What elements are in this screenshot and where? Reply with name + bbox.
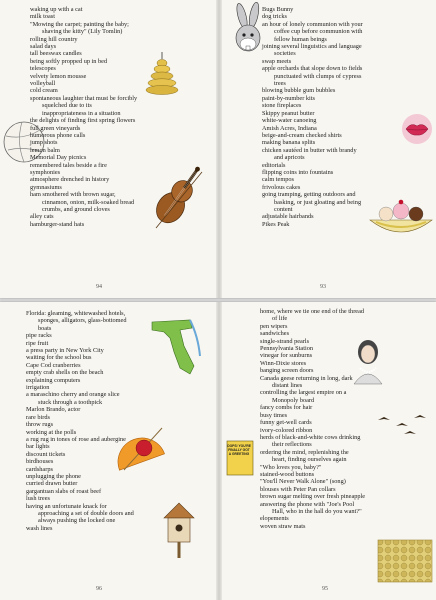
text-line: and apricots (274, 154, 305, 162)
text-line: vinegar for sunburns (260, 352, 313, 360)
text-line: herds of black-and-white cows drinking (260, 433, 361, 441)
text-line: chicken sautéed in butter with brandy (262, 146, 357, 154)
page-93 (224, 0, 436, 298)
text-line: Bugs Bunny (262, 6, 294, 13)
text-line: white-water canoeing (262, 117, 317, 125)
text-line: symphonies (30, 168, 61, 176)
canada-geese-illustration (374, 412, 434, 438)
text-line: humorous phone calls (30, 131, 86, 139)
text-line: their reflections (272, 441, 312, 449)
text-line: boats (38, 324, 52, 332)
card-text: OOPS! YOU'RE FINALLY GOT A GREETING (227, 444, 251, 456)
text-line: velvety lemon mousse (30, 72, 87, 80)
bottom-spread (0, 302, 436, 600)
text-line: joining several linguistics and language (262, 43, 362, 51)
text-line: controlling the largest empire on a (260, 389, 347, 397)
text-line: pen wipers (260, 322, 288, 330)
birdhouse-illustration (162, 500, 196, 560)
text-line: Marlon Brando, actor (26, 406, 81, 414)
text-line: home, where we tie one end of the thread (260, 308, 365, 315)
text-line: Amish Acres, Indiana (262, 124, 317, 132)
page-94-text (30, 6, 137, 228)
text-line: trees (274, 80, 286, 88)
text-line: milk toast (30, 13, 56, 21)
text-line: tall beeswax candles (30, 50, 82, 58)
text-line: funny get-well cards (260, 419, 312, 427)
text-line: jump shots (30, 139, 58, 147)
text-line: gargantuan slabs of roast beef (26, 487, 102, 495)
text-line: distant lines (272, 382, 303, 390)
text-line: rolling hill country (30, 35, 78, 43)
text-line: "Who loves you, baby?" (260, 463, 322, 471)
page-95-text (260, 308, 365, 530)
florida-map-illustration (150, 316, 202, 378)
text-line: stuck through a toothpick (38, 398, 103, 406)
text-line: going tramping, getting outdoors and (262, 191, 356, 199)
text-line: coffee cup before communion with (274, 28, 363, 36)
text-line: fellow human beings (274, 35, 327, 43)
text-line: lemon balm (30, 146, 60, 154)
text-line: being softly propped up in bed (30, 57, 108, 65)
text-line: adjustable hairbands (262, 213, 314, 221)
text-line: sponges, alligators, glass-bottomed (38, 317, 127, 325)
text-line: ripe fruit (26, 339, 49, 347)
text-line: shaving the kitty" (Lily Tomlin) (42, 28, 123, 36)
text-line: Pennsylvania Station (260, 345, 313, 353)
text-line: inappropriateness in a situation (42, 109, 121, 117)
text-line: blowing bubble gum bubbles (262, 87, 336, 95)
text-line: frivolous cakes (262, 183, 301, 191)
text-line: working at the polls (26, 428, 77, 436)
text-line: remembered tales beside a fire (30, 161, 107, 169)
page-number: 95 (322, 586, 328, 592)
text-line: fancy combs for hair (260, 404, 313, 412)
gutter (216, 302, 222, 600)
text-line: apple orchards that slope down to fields (262, 65, 363, 73)
text-line: single-strand pearls (260, 337, 310, 345)
text-line: a rug rug in tones of rose and aubergine (26, 435, 126, 443)
text-line: punctuated with clumps of cypress (274, 72, 362, 80)
text-line: full green vineyards (30, 124, 81, 132)
text-line: cinnamon, onion, milk-soaked bread (42, 198, 135, 206)
text-line: gymnasiums (30, 183, 62, 191)
text-line: editorials (262, 161, 286, 169)
text-line: Cape Cod cranberries (26, 361, 81, 369)
text-line: cardsharps (26, 465, 53, 473)
text-line: paint-by-number kits (262, 94, 315, 102)
beehive-candle-illustration (143, 52, 181, 98)
text-line: Hall, who in the hall do you want?" (272, 507, 362, 515)
text-line: societies (274, 50, 296, 58)
text-line: unplugging the phone (26, 472, 81, 480)
text-line: basking, or just gloating and being (274, 198, 362, 206)
text-line: hamburger-stand hats (30, 220, 85, 228)
text-line: content (274, 205, 293, 213)
straw-mat-illustration (376, 538, 434, 584)
text-line: ivory-colored ribbon (260, 426, 313, 434)
violin-illustration (150, 158, 206, 236)
page-number: 96 (96, 586, 102, 592)
text-line: atmosphere drenched in history (30, 176, 110, 184)
text-line: "Mowing the carpet; painting the baby; (30, 20, 129, 28)
text-line: a press party in New York City (26, 347, 104, 355)
gutter (216, 0, 222, 298)
text-line: alley cats (30, 213, 54, 221)
text-line: waking up with a cat (30, 6, 83, 13)
text-line: rare birds (26, 413, 50, 421)
text-line: calm tempos (262, 176, 295, 184)
text-line: Monopoly board (272, 396, 315, 404)
text-line: cold cream (30, 87, 58, 95)
page-number: 94 (96, 284, 102, 290)
page-96 (0, 302, 212, 600)
text-line: the delights of finding first spring flowers (30, 117, 136, 125)
text-line: approaching a set of double doors and (38, 509, 134, 517)
text-line: elopements (260, 515, 289, 523)
text-line: swap meets (262, 57, 292, 65)
text-line: ham smothered with brown sugar, (30, 191, 116, 199)
text-line: flipping coins into fountains (262, 168, 334, 176)
text-line: Winn-Dixie stores (260, 359, 307, 367)
text-line: wash lines (26, 524, 53, 532)
text-line: stained-wood buttons (260, 470, 315, 478)
text-line: waiting for the school bus (26, 354, 92, 362)
text-line: blouses with Peter Pan collars (260, 485, 336, 493)
top-spread (0, 0, 436, 298)
text-line: an hour of lonely communion with your (262, 20, 363, 28)
text-line: squelched due to its (42, 102, 92, 110)
text-line: bar lights (26, 443, 50, 451)
text-line: making banana splits (262, 139, 316, 147)
page-94 (0, 0, 212, 298)
text-line: irrigation (26, 384, 50, 392)
text-line: empty crab shells on the beach (26, 369, 104, 377)
text-line: Florida: gleaming, whitewashed hotels, (26, 310, 126, 317)
text-line: "You'll Never Walk Alone" (song) (260, 478, 346, 486)
text-line: banging screen doors (260, 367, 314, 375)
text-line: birdhouses (26, 458, 54, 466)
text-line: stone fireplaces (262, 102, 302, 110)
text-line: Canada geese returning in long, dark (260, 374, 353, 382)
text-line: lush trees (26, 495, 50, 503)
text-line: always pushing the locked one (38, 517, 116, 525)
text-line: Skippy peanut butter (262, 109, 315, 117)
text-line: brown sugar melting over fresh pineapple (260, 493, 366, 501)
text-line: explaining computers (26, 376, 81, 384)
text-line: of life (272, 315, 288, 323)
page-number: 93 (320, 284, 326, 290)
page-95 (224, 302, 436, 600)
text-line: ordering the mind, replenishing the (260, 448, 349, 456)
text-line: beige-and-cream checked shirts (262, 131, 342, 139)
text-line: having an unfortunate knack for (26, 502, 107, 510)
text-line: Memorial Day picnics (30, 154, 87, 162)
page-96-text (26, 310, 134, 532)
text-line: curried drawn butter (26, 480, 78, 488)
text-line: throw rugs (26, 421, 54, 429)
text-line: a maraschino cherry and orange slice (26, 391, 120, 399)
text-line: salad days (30, 43, 57, 51)
text-line: Pikes Peak (262, 220, 290, 228)
banana-split-illustration (366, 192, 436, 240)
text-line: pipe racks (26, 332, 52, 340)
page-93-text (262, 6, 363, 228)
text-line: heart, finding ourselves again (272, 456, 347, 464)
text-line: woven straw mats (260, 522, 306, 530)
text-line: answering the phone with "Joe's Pool (260, 500, 355, 508)
text-line: telescopes (30, 65, 56, 73)
text-line: dog tricks (262, 13, 288, 21)
text-line: crumbs, and ground cloves (42, 205, 110, 213)
text-line: spontaneous laughter that must be forcibly (30, 94, 138, 102)
text-line: discount tickets (26, 450, 66, 458)
text-line: volleyball (30, 80, 56, 88)
text-line: busy times (260, 411, 288, 419)
lips-illustration (400, 112, 434, 146)
text-line: sandwiches (260, 330, 290, 338)
